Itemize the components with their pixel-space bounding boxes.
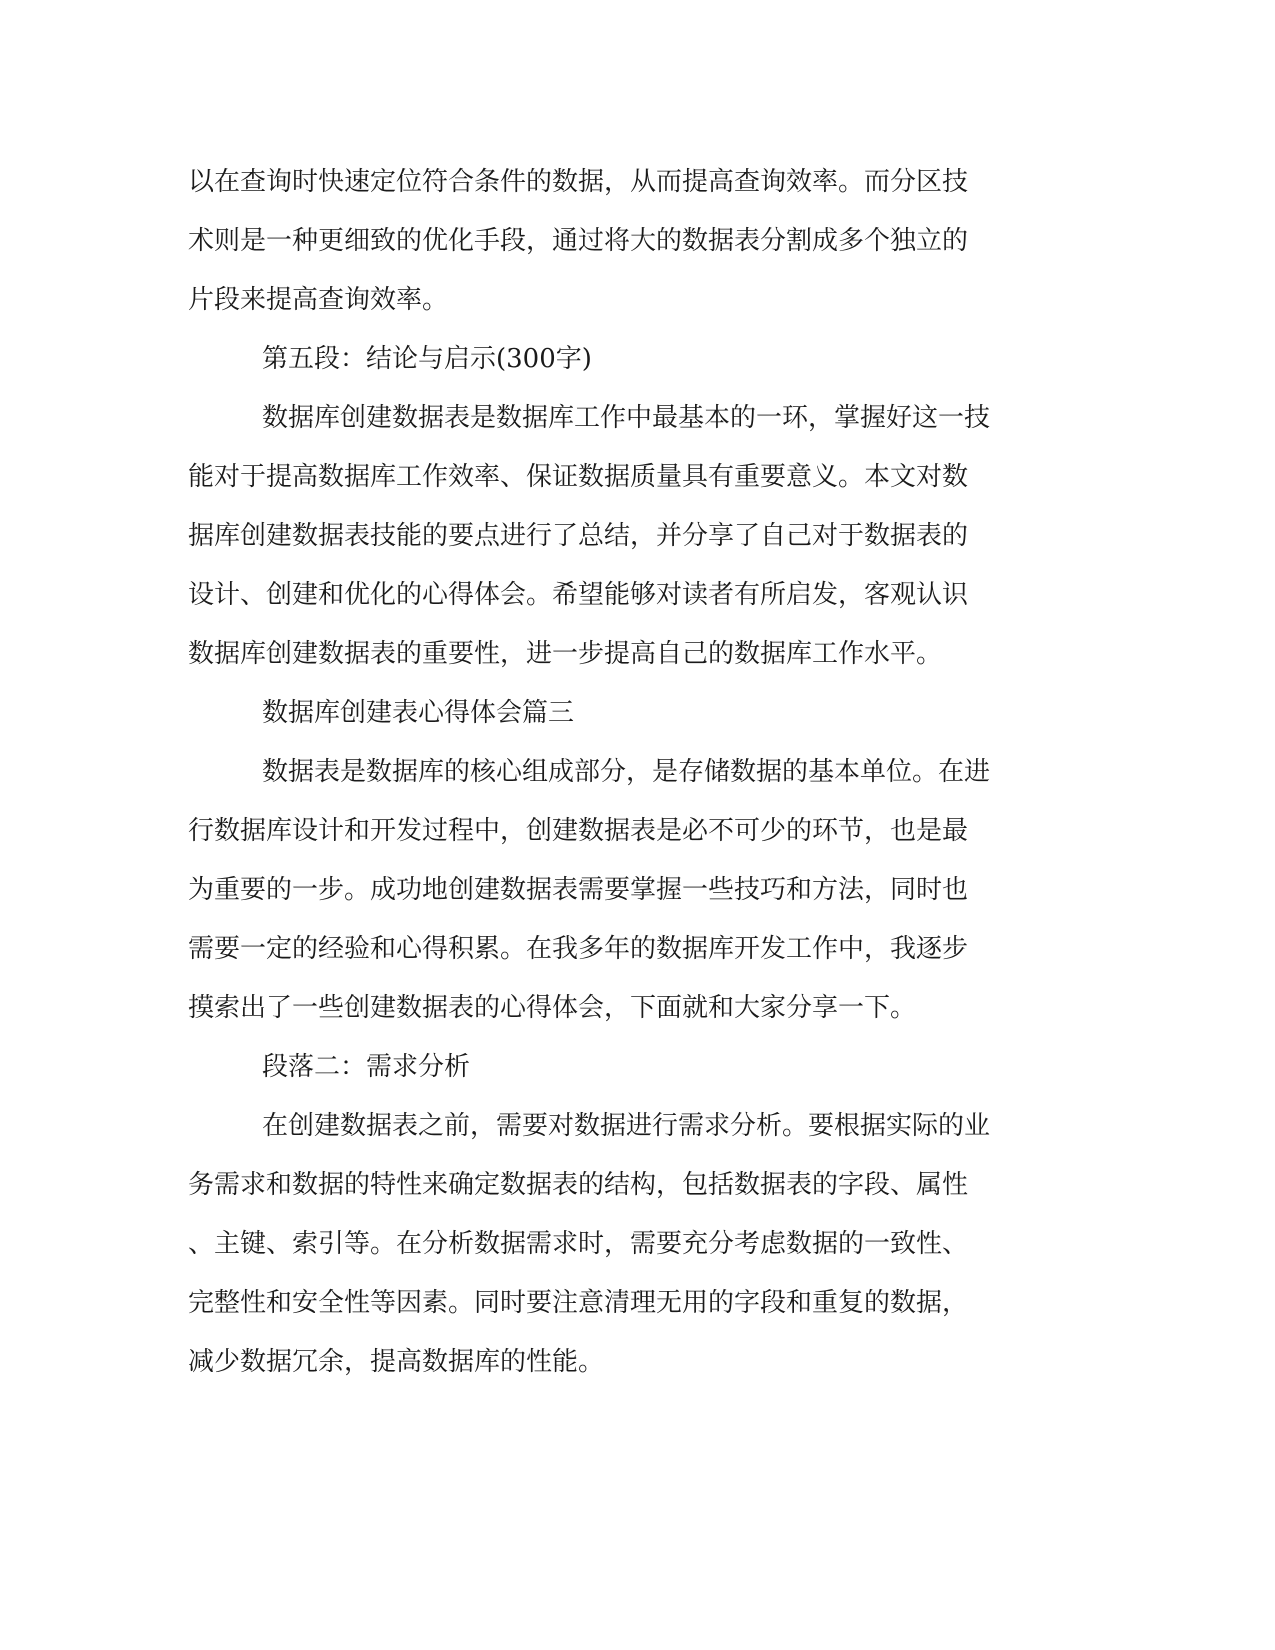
paragraph-line: 数据库创建数据表是数据库工作中最基本的一环，掌握好这一技 bbox=[262, 403, 991, 433]
paragraph-line: 完整性和安全性等因素。同时要注意清理无用的字段和重复的数据， bbox=[188, 1288, 969, 1318]
paragraph-line: 术则是一种更细致的优化手段，通过将大的数据表分割成多个独立的 bbox=[188, 226, 969, 256]
paragraph-line: 在创建数据表之前，需要对数据进行需求分析。要根据实际的业 bbox=[262, 1111, 991, 1141]
paragraph-line: 能对于提高数据库工作效率、保证数据质量具有重要意义。本文对数 bbox=[188, 462, 969, 492]
section-heading: 数据库创建表心得体会篇三 bbox=[262, 698, 575, 728]
paragraph-line: 为重要的一步。成功地创建数据表需要掌握一些技巧和方法，同时也 bbox=[188, 875, 969, 905]
paragraph-line: 务需求和数据的特性来确定数据表的结构，包括数据表的字段、属性 bbox=[188, 1170, 969, 1200]
paragraph-line: 片段来提高查询效率。 bbox=[188, 285, 449, 315]
paragraph-line: 设计、创建和优化的心得体会。希望能够对读者有所启发，客观认识 bbox=[188, 580, 969, 610]
paragraph-line: 据库创建数据表技能的要点进行了总结，并分享了自己对于数据表的 bbox=[188, 521, 969, 551]
section-heading: 段落二：需求分析 bbox=[262, 1052, 471, 1082]
paragraph-line: 以在查询时快速定位符合条件的数据，从而提高查询效率。而分区技 bbox=[188, 167, 969, 197]
paragraph-line: 减少数据冗余，提高数据库的性能。 bbox=[188, 1347, 605, 1377]
paragraph-line: 行数据库设计和开发过程中，创建数据表是必不可少的环节，也是最 bbox=[188, 816, 969, 846]
paragraph-line: 数据表是数据库的核心组成部分，是存储数据的基本单位。在进 bbox=[262, 757, 991, 787]
paragraph-line: 需要一定的经验和心得积累。在我多年的数据库开发工作中，我逐步 bbox=[188, 934, 969, 964]
paragraph-line: 摸索出了一些创建数据表的心得体会，下面就和大家分享一下。 bbox=[188, 993, 917, 1023]
section-heading: 第五段：结论与启示(300字) bbox=[262, 344, 592, 374]
paragraph-line: 、主键、索引等。在分析数据需求时，需要充分考虑数据的一致性、 bbox=[188, 1229, 969, 1259]
paragraph-line: 数据库创建数据表的重要性，进一步提高自己的数据库工作水平。 bbox=[188, 639, 943, 669]
